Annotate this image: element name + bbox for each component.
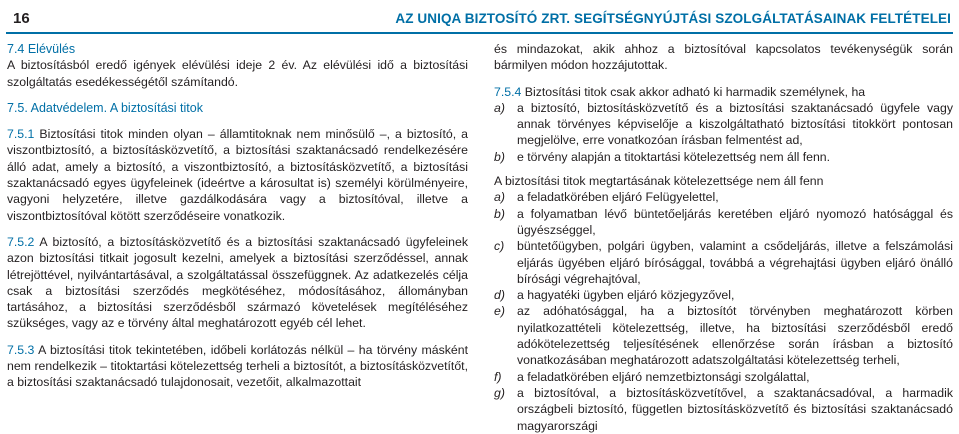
continuation-text: és mindazokat, akik ahhoz a biztosítóval kapcsolatos tevékenységük során bármilyen módon hozzájutottak. <box>494 42 953 73</box>
list-item-text: a feladatkörében eljáró Felügyelettel, <box>517 190 719 205</box>
section-7-5-2-number: 7.5.2 <box>7 234 35 249</box>
page-number: 16 <box>13 10 30 27</box>
section-7-5-2 <box>7 234 468 332</box>
list-item <box>494 287 953 303</box>
right-column <box>494 41 953 434</box>
list-item-text: a hagyatéki ügyben eljáró közjegyzővel, <box>517 288 735 303</box>
section-7-5-4-number: 7.5.4 <box>494 84 522 99</box>
list-item-label: a) <box>494 190 505 205</box>
list-item-label: e) <box>494 304 505 319</box>
section-7-5-1-text: Biztosítási titok minden olyan – államtitoknak nem minősülő –, a biztosító, a viszontbiztosító, a biztosításközvetítő, a biztosítási szaktanácsadó rendelkezésére álló adat, amely a biztosító, a viszontbiztosító, a biztosításközvetítő, a biztosítási szaktanácsadó egyes ügyfeleinek (ideértve a károsultat is) személyi körülményeire, vagyoni helyzetére, illetve gazdálkodására vagy a biztosítóval, illetve a viszontbiztosítóval kötött szerződéseire vonatkozik. <box>7 127 469 223</box>
section-7-4-text: A biztosításból eredő igények elévülési ideje 2 év. Az elévülési idő a biztosítási szolgáltatás esedékességétől számítandó. <box>7 58 468 89</box>
list-item <box>494 385 953 434</box>
section-7-5-2-text: A biztosító, a biztosításközvetítő és a biztosítási szaktanácsadó ügyfeleinek azon biztosítási titkait jogosult kezelni, amelyek a biztosítási szerződéssel, annak létrejöttével, nyilvántartásával, a szolgáltatással összefüggnek. Az adatkezelés célja csak a biztosítási szerződés megkötéséhez, módosításához, állományban tartásához, a biztosítási szerződésből származó követelések megítéléséhez szükséges, vagy az e törvény által meghatározott egyéb cél lehet. <box>7 234 468 331</box>
section-7-5-1 <box>7 126 468 224</box>
list-item <box>494 206 953 239</box>
list-item <box>494 369 953 385</box>
list-item-text: e törvény alapján a titoktartási kötelezettség nem áll fenn. <box>517 149 831 164</box>
list-item-text: a biztosítóval, a biztosításközvetítővel, a szaktanácsadóval, a harmadik országbeli biztosító, független biztosításközvetítő és biztosítási szaktanácsadó magyarországi <box>517 385 953 433</box>
running-head: AZ UNIQA BIZTOSÍTÓ ZRT. SEGÍTSÉGNYÚJTÁSI SZOLGÁLTATÁSAINAK FELTÉTELEI <box>395 11 951 26</box>
section-7-5-4 <box>494 84 953 100</box>
list-item <box>494 238 953 287</box>
list-item-label: c) <box>494 239 505 254</box>
list-item-text: az adóhatósággal, ha a biztosítót törvényben meghatározott körben nyilatkozattételi kötelezettség, illetve, ha biztosítási szerződésből eredő adókötelezettség teljesítésének ellenőrzése során írásban a biztosító vonatkozásában meghatározott adatszolgáltatási kötelezettség terheli, <box>517 304 953 368</box>
list-item-text: a feladatkörében eljáró nemzetbiztonsági szolgálattal, <box>517 369 810 384</box>
section-7-4-title: 7.4 Elévülés <box>7 42 76 56</box>
section-7-5-title: 7.5. Adatvédelem. A biztosítási titok <box>7 100 203 115</box>
list-item-label: f) <box>494 369 502 384</box>
list-item <box>494 100 953 149</box>
section-7-5-3 <box>7 342 468 391</box>
header-rule <box>6 32 953 34</box>
list-item-label: g) <box>494 385 505 400</box>
list-item-label: d) <box>494 288 505 303</box>
list-item <box>494 189 953 205</box>
exemption-intro: A biztosítási titok megtartásának kötelezettsége nem áll fenn <box>494 174 824 189</box>
section-7-5-4-text: Biztosítási titok csak akkor adható ki harmadik személynek, ha <box>524 84 866 99</box>
list-item-label: a) <box>494 100 505 115</box>
list-item <box>494 149 953 165</box>
list-item-text: a folyamatban lévő büntetőeljárás keretében eljáró nyomozó hatósággal és ügyészséggel, <box>517 206 953 237</box>
section-7-5-1-number: 7.5.1 <box>7 127 35 142</box>
section-7-5-3-number: 7.5.3 <box>7 342 35 357</box>
list-item-label: b) <box>494 206 505 221</box>
section-7-5-3-text: A biztosítási titok tekintetében, időbeli korlátozás nélkül – ha törvény másként nem rendelkezik – titoktartási kötelezettség terheli a biztosítót, a biztosításközvetítőt, a biztosítási szaktanácsadó tulajdonosait, vezetőit, alkalmazottait <box>7 342 468 390</box>
page-header <box>0 0 959 34</box>
list-item-text: büntetőügyben, polgári ügyben, valamint a csődeljárás, illetve a felszámolási eljárás ügyében eljáró bírósággal, továbbá a végrehajtási ügyben eljáró önálló bírósági végrehajtóval, <box>517 239 953 286</box>
list-item-text: a biztosító, biztosításközvetítő és a biztosítási szaktanácsadó ügyfele vagy annak törvényes képviselője a kiszolgáltatható biztosítási titokkört pontosan megjelölve, erre vonatkozóan írásban felmentést ad, <box>517 100 953 148</box>
list-item <box>494 303 953 368</box>
left-column <box>7 41 468 391</box>
list-item-label: b) <box>494 149 505 164</box>
